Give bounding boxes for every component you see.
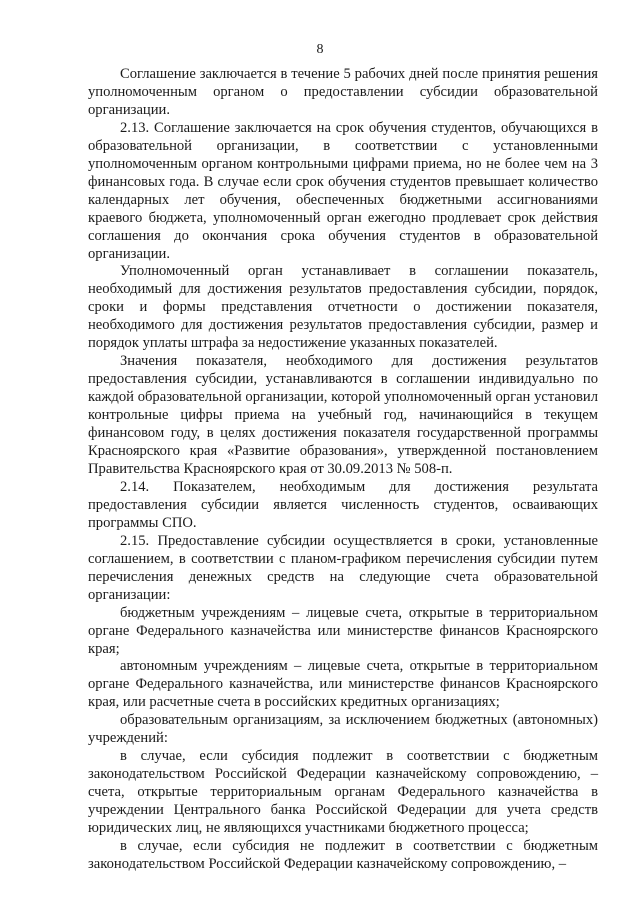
- document-body: [88, 66, 598, 874]
- paragraph-agreement-deadline: Соглашение заключается в течение 5 рабочих дней после принятия решения уполномоченным органом о предоставлении субсидии образовательной организации.: [88, 66, 598, 118]
- paragraph-educational-organizations: образовательным организациям, за исключением бюджетных (автономных) учреждений:: [88, 712, 598, 747]
- paragraph-budget-institutions: бюджетным учреждениям – лицевые счета, открытые в территориальном органе Федерального казначейства или министерстве финансов Красноярского края;: [88, 604, 598, 657]
- paragraph-indicator-setting: Уполномоченный орган устанавливает в соглашении показатель, необходимый для достижения результатов предоставления субсидии, порядок, сроки и формы представления отчетности о достижении показателя, необходимого для достижения результатов предоставления субсидии, размер и порядок уплаты штрафа за недостижение указанных показателей.: [88, 263, 598, 352]
- page-number: 8: [316, 42, 324, 57]
- paragraph-treasury-support: в случае, если субсидия подлежит в соответствии с бюджетным законодательством Российской Федерации казначейскому сопровождению, – счета, открытые территориальным органам Федерального казначейства в учреждении Центрального банка Российской Федерации для учета средств юридических лиц, не являющихся участниками бюджетного процесса;: [88, 748, 598, 837]
- paragraph-indicator-values: Значения показателя, необходимого для достижения результатов предоставления субсидии, устанавливаются в соглашении индивидуально по каждой образовательной организации, которой уполномоченный орган установил контрольные цифры приема на учебный год, начинающийся в текущем финансовом году, в целях достижения показателя государственной программы Красноярского края «Развитие образования», утвержденной постановлением Правительства Красноярского края от 30.09.2013 № 508-п.: [88, 353, 598, 477]
- paragraph-no-treasury-support: в случае, если субсидия не подлежит в соответствии с бюджетным законодательством Российской Федерации казначейскому сопровождению, –: [88, 837, 598, 872]
- paragraph-autonomous-institutions: автономным учреждениям – лицевые счета, открытые в территориальном органе Федерального казначейства, или министерстве финансов Красноярского края, или расчетные счета в российских кредитных организациях;: [88, 658, 598, 711]
- paragraph-2-15: 2.15. Предоставление субсидии осуществляется в сроки, установленные соглашением, в соответствии с планом-графиком перечисления субсидии путем перечисления денежных средств на следующие счета образовательной организации:: [88, 532, 598, 603]
- paragraph-2-13: 2.13. Соглашение заключается на срок обучения студентов, обучающихся в образовательной организации, в соответствии с установленными уполномоченным органом контрольными цифрами приема, но не более чем на 3 финансовых года. В случае если срок обучения студентов превышает количество календарных лет обучения, обеспеченных бюджетными ассигнованиями краевого бюджета, уполномоченный орган ежегодно продлевает срок действия соглашения до окончания срока обучения студентов в образовательной организации.: [88, 119, 598, 262]
- paragraph-2-14: 2.14. Показателем, необходимым для достижения результата предоставления субсидии является численность студентов, осваивающих программы СПО.: [88, 478, 598, 531]
